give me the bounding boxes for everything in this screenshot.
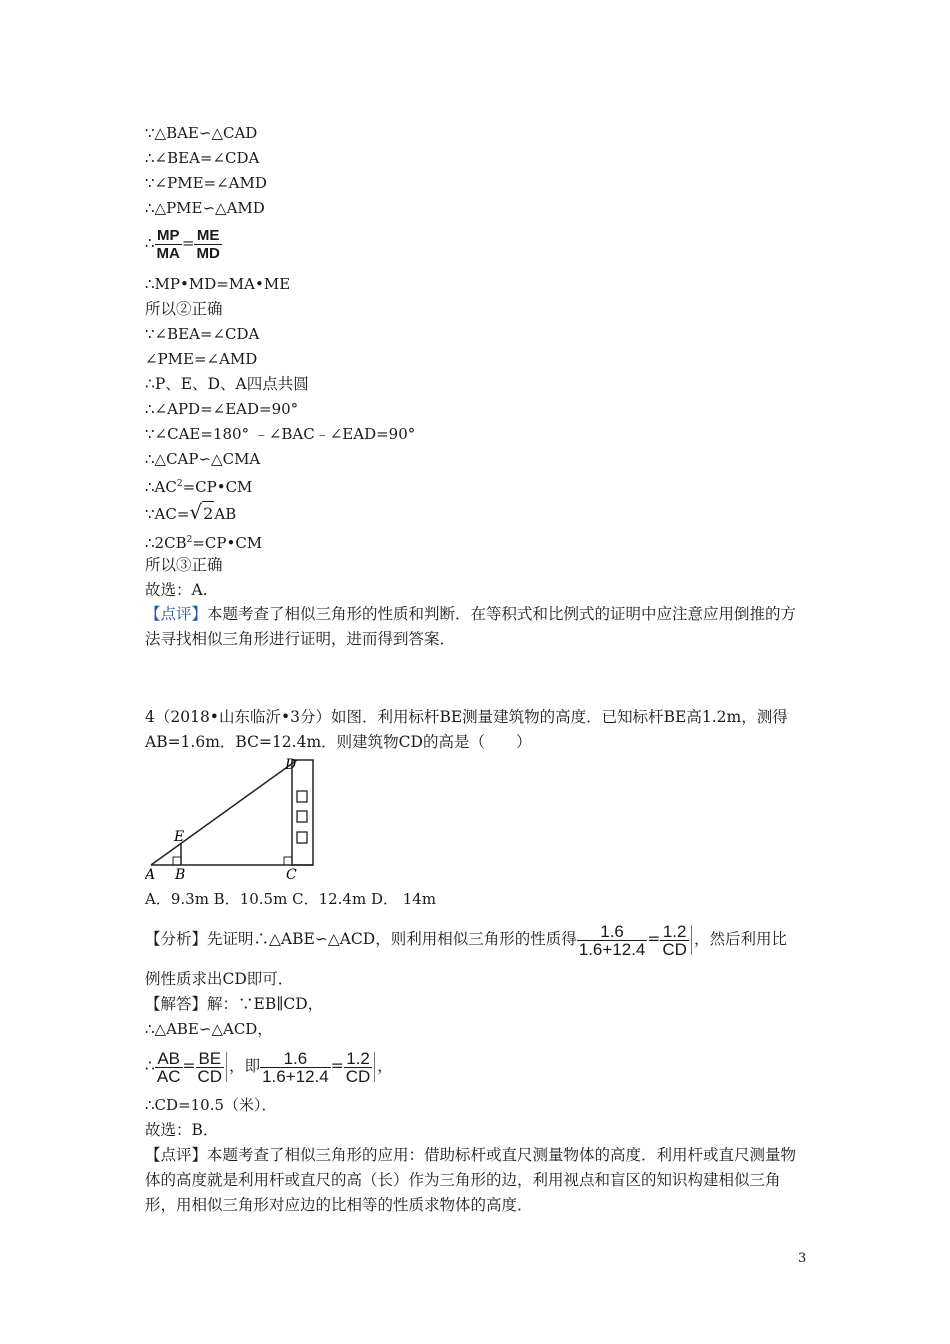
proof-line: ∴∠APD=∠EAD=90° — [145, 400, 299, 418]
label-e: E — [174, 829, 185, 845]
right-angle-c-mark — [284, 857, 292, 865]
window — [297, 811, 307, 822]
proof-line: 故选：A. — [145, 581, 208, 599]
answer-choice: 故选：B． — [145, 1121, 219, 1139]
proof-line: ∠PME=∠AMD — [145, 350, 258, 368]
proof-line-ac-squared: $\therefore AC^2=CP•CM$ — [145, 478, 253, 496]
proof-line: ∴P、E、D、A四点共圆 — [145, 375, 309, 393]
fraction: $\frac{1.6}{1.6+12.4}$ — [578, 921, 646, 959]
label-a: A — [145, 867, 156, 883]
building-cd — [292, 760, 313, 865]
right-angle-b-mark — [173, 857, 181, 865]
fraction: $\frac{MP}{MA}$ — [156, 226, 180, 262]
proof-line-ac-root: ∵AC=√2AB — [145, 500, 237, 524]
proof-line: 所以③正确 — [145, 556, 223, 574]
fraction: $\frac{1.2}{CD}$ — [345, 1048, 371, 1086]
proof-line: ∵∠PME=∠AMD — [145, 174, 267, 192]
proof-line-cb-squared: $\therefore 2CB^2=CP•CM$ — [145, 534, 263, 552]
answer-options: A．9.3m B．10.5m C．12.4m D． 14m — [145, 890, 437, 908]
fraction: $\frac{BE}{CD}$ — [197, 1048, 223, 1086]
sqrt-symbol: √2 — [189, 500, 214, 524]
answer-result: ∴CD=10.5（米）． — [145, 1096, 277, 1114]
analysis-line: 例性质求出CD即可． — [145, 970, 294, 988]
analysis-line: 【分析】先证明∴△ABE∽△ACD，则利用相似三角形的性质得 $\frac{1.6}{1.6+12.4}$ = $\frac{1.2}{CD}$ ，然后利用比 — [145, 921, 787, 959]
window — [297, 791, 307, 802]
comment-paragraph: 【点评】本题考查了相似三角形的性质和判断．在等积式和比例式的证明中应注意应用倒推的方法寻找相似三角形进行证明，进而得到答案． — [145, 605, 797, 648]
comment-paragraph: 【点评】本题考查了相似三角形的应用：借助标杆或直尺测量物体的高度．利用杆或直尺测量物体的高度就是利用杆或直尺的高（长）作为三角形的边，利用视点和盲区的知识构建相似三角形，用相似三角形对应边的比相等的性质求物体的高度． — [145, 1146, 797, 1214]
question-figure — [145, 755, 320, 883]
label-b: B — [175, 867, 186, 883]
window — [297, 832, 307, 843]
fraction: $\frac{ME}{MD}$ — [196, 226, 220, 262]
question-4-text: 4（2018•山东临沂•3分）如图．利用标杆BE测量建筑物的高度．已知标杆BE高1.2m，测得AB=1.6m．BC=12.4m．则建筑物CD的高是（ ） — [145, 708, 788, 751]
proof-line: ∵∠CAE=180° ﹣∠BAC﹣∠EAD=90° — [145, 425, 416, 443]
fraction: $\frac{1.6}{1.6+12.4}$ — [262, 1048, 329, 1086]
sight-line-ad — [151, 760, 297, 865]
proof-line: ∴MP•MD=MA•ME — [145, 275, 291, 293]
label-c: C — [286, 867, 297, 883]
proof-line: ∴∠BEA=∠CDA — [145, 149, 260, 167]
proof-line: ∴△PME∽△AMD — [145, 199, 265, 217]
label-d: D — [285, 757, 297, 773]
ratio-equation: ∴ $\frac{MP}{MA}$ = $\frac{ME}{MD}$ — [145, 226, 220, 262]
proof-line: ∴△CAP∽△CMA — [145, 450, 261, 468]
fraction: $\frac{AB}{AC}$ — [156, 1048, 181, 1086]
answer-line: ∴△ABE∽△ACD， — [145, 1020, 273, 1038]
proof-line: 所以②正确 — [145, 300, 223, 318]
proof-line: ∵∠BEA=∠CDA — [145, 325, 260, 343]
comment-tag: 【点评】 — [145, 605, 208, 623]
page-number: 3 — [798, 1251, 807, 1266]
answer-heading: 【解答】解：∵EB∥CD， — [145, 995, 324, 1013]
proof-line: ∵△BAE∽△CAD — [145, 124, 258, 142]
fraction: $\frac{1.2}{CD}$ — [662, 921, 687, 959]
answer-proportion: ∴ $\frac{AB}{AC}$ = $\frac{BE}{CD}$ ，即 $\frac{1.6}{1.6+12.4}$ = $\frac{1.2}{CD}$ ， — [145, 1048, 393, 1086]
